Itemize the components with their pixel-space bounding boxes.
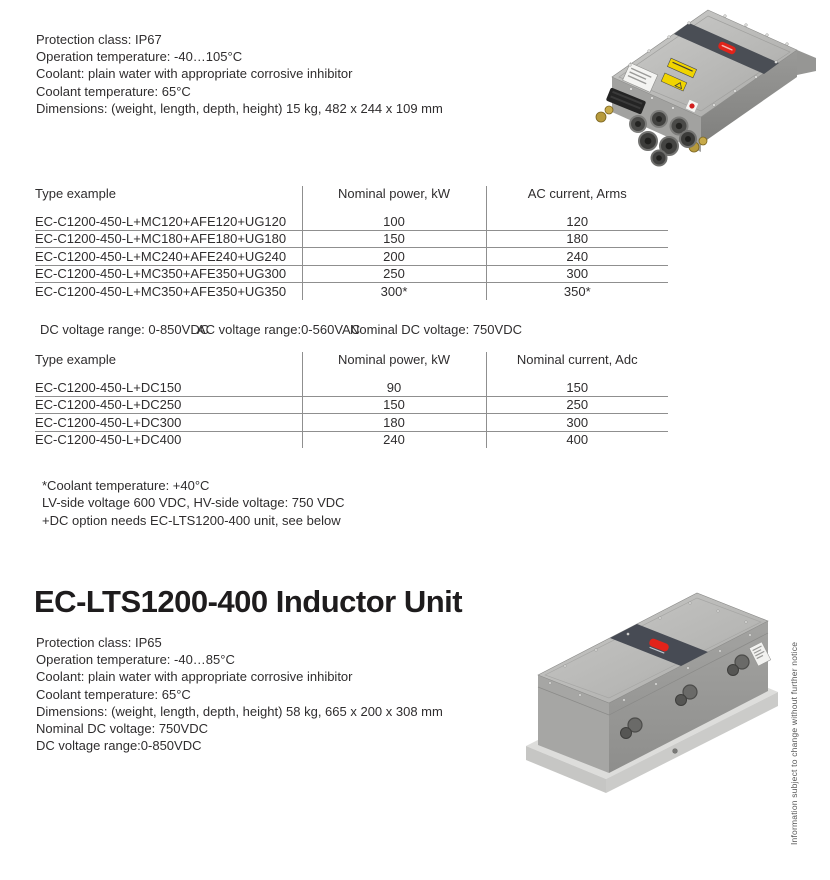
- table-cell: 300: [486, 414, 668, 432]
- table-cell: EC-C1200-450-L+MC120+AFE120+UG120: [35, 213, 302, 230]
- inverter-unit-photo: [590, 0, 830, 170]
- table-cell: 180: [486, 230, 668, 248]
- table-cell: 300*: [302, 283, 486, 300]
- table-cell: 300: [486, 265, 668, 283]
- table-row: [35, 248, 668, 266]
- ac-voltage-range-note: AC voltage range:0-560VAC: [197, 322, 361, 337]
- table-cell: 400: [486, 431, 668, 448]
- table-cell: EC-C1200-450-L+DC400: [35, 432, 182, 447]
- footnote-line: +DC option needs EC-LTS1200-400 unit, see below: [42, 512, 341, 528]
- table-cell: 250: [486, 396, 668, 414]
- spec-line: Operation temperature: -40…105°C: [36, 49, 243, 65]
- dc-option-table: [35, 352, 668, 448]
- table-cell: 150: [302, 396, 486, 414]
- table-cell: 200: [302, 248, 486, 266]
- table-cell: 180: [302, 414, 486, 432]
- table-row: [35, 431, 668, 448]
- table-cell: EC-C1200-450-L+DC150: [35, 379, 302, 396]
- table-cell: 150: [302, 230, 486, 248]
- table-row: [35, 379, 668, 396]
- inverter-specs: [36, 31, 443, 117]
- inductor-specs: [36, 634, 443, 754]
- column-header: AC current, Arms: [486, 186, 668, 213]
- spec-line: Protection class: IP67: [36, 32, 162, 47]
- spec-line: Coolant: plain water with appropriate corrosive inhibitor: [36, 66, 353, 82]
- table-cell: 240: [486, 248, 668, 266]
- column-header: Nominal power, kW: [302, 352, 486, 379]
- column-header: Nominal current, Adc: [486, 352, 668, 379]
- table-row: [35, 265, 668, 283]
- table-cell: EC-C1200-450-L+MC240+AFE240+UG240: [35, 248, 302, 266]
- table-cell: 250: [302, 265, 486, 283]
- spec-line: Coolant: plain water with appropriate corrosive inhibitor: [36, 669, 353, 685]
- table-row: [35, 213, 668, 230]
- spec-line: Operation temperature: -40…85°C: [36, 652, 235, 668]
- column-header: Type example: [35, 352, 116, 367]
- column-header: Nominal power, kW: [302, 186, 486, 213]
- footnote-line: *Coolant temperature: +40°C: [42, 478, 210, 493]
- table-cell: 150: [486, 379, 668, 396]
- section-title: EC-LTS1200-400 Inductor Unit: [34, 584, 463, 619]
- table-cell: EC-C1200-450-L+MC350+AFE350+UG350: [35, 283, 287, 299]
- nominal-dc-voltage-note: Nominal DC voltage: 750VDC: [350, 322, 522, 337]
- table-row: [35, 283, 668, 300]
- inductor-unit-photo: [520, 588, 790, 808]
- column-header: Type example: [35, 186, 116, 201]
- table-cell: EC-C1200-450-L+MC180+AFE180+UG180: [35, 230, 302, 248]
- table-row: [35, 414, 668, 432]
- table-cell: 100: [302, 213, 486, 230]
- spec-line: Coolant temperature: 65°C: [36, 83, 191, 99]
- footnote-line: LV-side voltage 600 VDC, HV-side voltage: 750 VDC: [42, 495, 345, 511]
- footnotes: [42, 477, 345, 529]
- table-cell: EC-C1200-450-L+MC350+AFE350+UG300: [35, 265, 302, 283]
- table-row: [35, 396, 668, 414]
- spec-line: DC voltage range:0-850VDC: [36, 738, 202, 754]
- dc-voltage-range-note: DC voltage range: 0-850VDC: [40, 322, 210, 337]
- table-header-row: [35, 186, 668, 213]
- spec-line: Nominal DC voltage: 750VDC: [36, 721, 208, 737]
- side-note: Information subject to change without further notice: [789, 641, 799, 845]
- table-row: [35, 230, 668, 248]
- spec-line: Coolant temperature: 65°C: [36, 686, 191, 702]
- spec-line: Dimensions: (weight, length, depth, height) 15 kg, 482 x 244 x 109 mm: [36, 100, 443, 116]
- table-cell: EC-C1200-450-L+DC300: [35, 414, 302, 432]
- table-cell: 120: [486, 213, 668, 230]
- table-header-row: [35, 352, 668, 379]
- spec-line: Dimensions: (weight, length, depth, height) 58 kg, 665 x 200 x 308 mm: [36, 703, 443, 719]
- table-cell: 350*: [486, 283, 668, 300]
- table-cell: 90: [302, 379, 486, 396]
- table-cell: EC-C1200-450-L+DC250: [35, 396, 302, 414]
- power-table: [35, 186, 668, 300]
- spec-line: Protection class: IP65: [36, 635, 162, 650]
- table-cell: 240: [302, 431, 486, 448]
